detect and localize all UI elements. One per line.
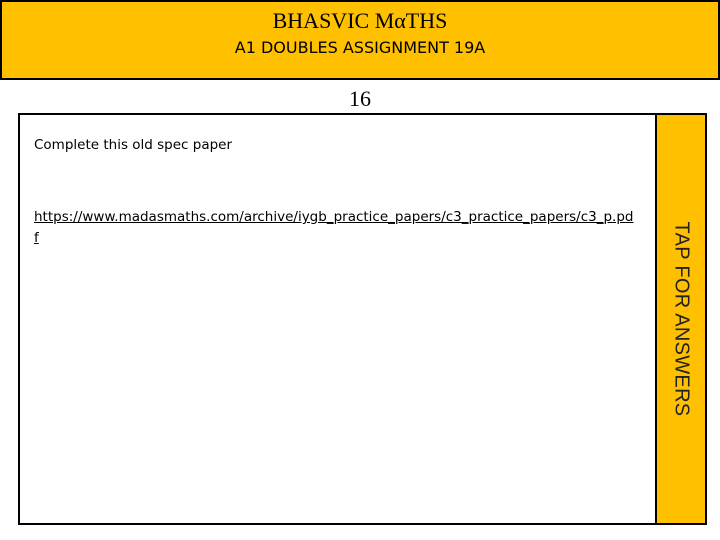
question-content — [20, 115, 653, 523]
paper-link[interactable]: https://www.madasmaths.com/archive/iygb_practice_papers/c3_practice_papers/c3_p.pdf — [34, 209, 634, 246]
instruction-text: Complete this old spec paper — [34, 137, 233, 153]
assignment-subtitle: A1 DOUBLES ASSIGNMENT 19A — [234, 38, 486, 57]
question-frame — [18, 113, 707, 525]
tap-for-answers-button[interactable] — [655, 115, 705, 523]
page-title: BHASVIC MαTHS — [272, 8, 448, 33]
tap-for-answers-label: TAP FOR ANSWERS — [670, 221, 693, 417]
header-banner — [0, 0, 720, 80]
question-number: 16 — [349, 86, 371, 111]
